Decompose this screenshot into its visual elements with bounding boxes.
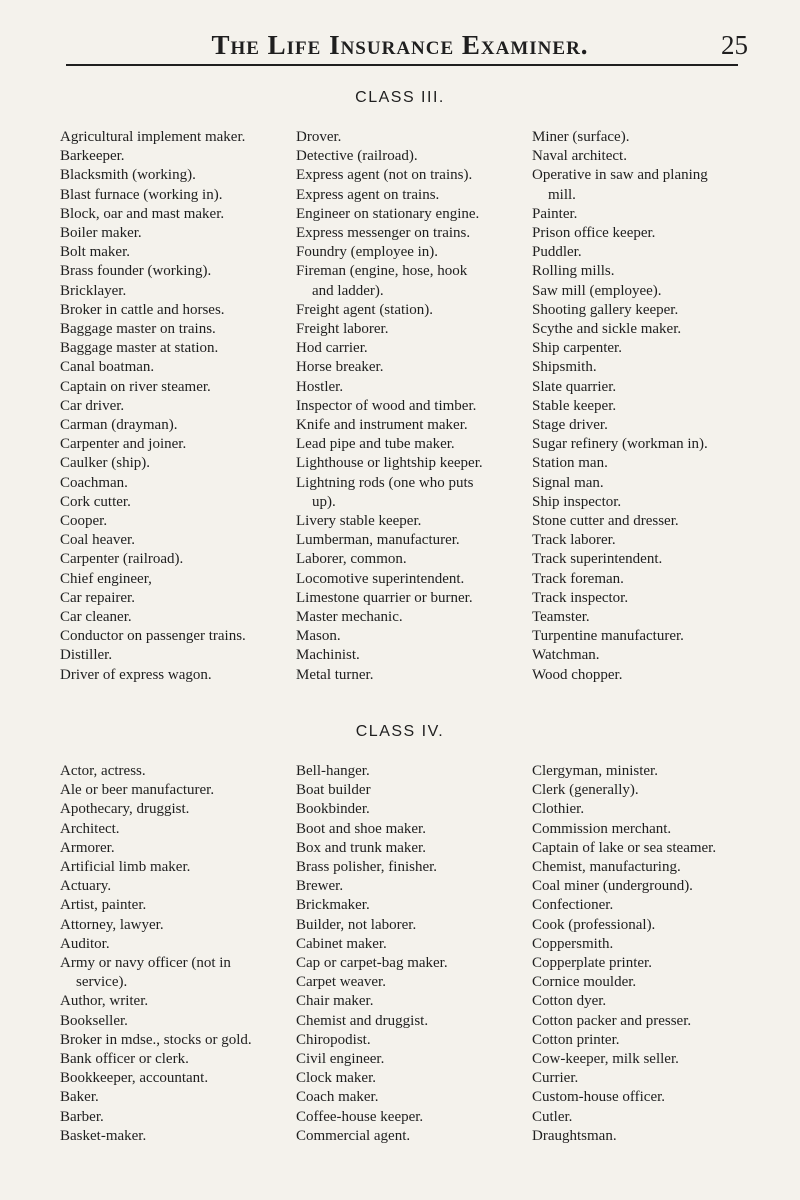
occupation-item: Teamster. (532, 609, 590, 626)
occupation-item: Chemist, manufacturing. (532, 859, 681, 876)
class-3-heading: CLASS III. (355, 89, 445, 106)
occupation-item: Fireman (engine, hose, hook (296, 263, 468, 280)
occupation-item: Agricultural implement maker. (60, 129, 246, 145)
occupation-item: Coppersmith. (532, 935, 614, 952)
occupation-item: Lumberman, manufacturer. (296, 532, 460, 549)
occupation-item: Scythe and sickle maker. (532, 321, 682, 338)
occupation-item: Locomotive superintendent. (296, 570, 465, 587)
occupation-item: Cooper. (60, 513, 108, 530)
occupation-item: Barber. (60, 1108, 104, 1125)
occupation-item: Civil engineer. (296, 1051, 385, 1068)
occupation-item: Coachman. (60, 474, 128, 491)
occupation-item: Apothecary, druggist. (60, 801, 190, 818)
occupation-item: Cap or carpet-bag maker. (296, 955, 448, 972)
occupation-item: Bookkeeper, accountant. (60, 1070, 209, 1087)
occupation-item: Freight agent (station). (296, 301, 434, 318)
class-3-column-1 (60, 128, 290, 685)
occupation-item: Bookseller. (60, 1012, 128, 1029)
occupation-item: Cook (professional). (532, 916, 656, 933)
occupation-item: Track superintendent. (532, 551, 663, 568)
occupation-item: Captain of lake or sea steamer. (532, 839, 717, 856)
occupation-item: Stable keeper. (532, 397, 617, 414)
occupation-item: Saw mill (employee). (532, 282, 662, 299)
occupation-item: Builder, not laborer. (296, 916, 417, 933)
occupation-item: Track inspector. (532, 589, 629, 606)
occupation-item: Freight laborer. (296, 321, 389, 338)
occupation-item: Coach maker. (296, 1089, 379, 1106)
occupation-item: Distiller. (60, 647, 113, 664)
occupation-item: Currier. (532, 1070, 579, 1087)
occupation-item: Lighthouse or lightship keeper. (296, 455, 483, 472)
occupation-item: Knife and instrument maker. (296, 417, 468, 434)
occupation-item: service). (76, 974, 128, 991)
occupation-item: Bell-hanger. (296, 763, 370, 779)
occupation-item: Armorer. (60, 839, 115, 856)
occupation-item: Brass polisher, finisher. (296, 859, 438, 876)
occupation-item: Artificial limb maker. (60, 859, 191, 876)
occupation-item: Horse breaker. (296, 359, 384, 376)
occupation-item: Baker. (60, 1089, 99, 1106)
occupation-item: Watchman. (532, 647, 600, 664)
occupation-item: Auditor. (60, 935, 110, 952)
occupation-item: Brickmaker. (296, 897, 370, 914)
occupation-item: Drover. (296, 129, 342, 145)
occupation-item: Cotton packer and presser. (532, 1012, 692, 1029)
occupation-item: Captain on river steamer. (60, 378, 211, 395)
occupation-item: Canal boatman. (60, 359, 155, 376)
occupation-item: Engineer on stationary engine. (296, 205, 480, 222)
occupation-item: Army or navy officer (not in (60, 955, 231, 972)
occupation-item: Track laborer. (532, 532, 616, 549)
occupation-item: Stone cutter and dresser. (532, 513, 679, 530)
occupation-item: Stage driver. (532, 417, 608, 434)
occupation-item: Shipsmith. (532, 359, 597, 376)
occupation-item: Broker in cattle and horses. (60, 301, 225, 318)
page-header (0, 28, 800, 68)
occupation-item: Boot and shoe maker. (296, 820, 426, 837)
occupation-item: Brewer. (296, 878, 344, 895)
occupation-item: Box and trunk maker. (296, 839, 426, 856)
occupation-item: Architect. (60, 820, 120, 837)
occupation-item: Rolling mills. (532, 263, 615, 280)
occupation-item: Chemist and druggist. (296, 1012, 429, 1029)
occupation-item: and ladder). (312, 282, 384, 299)
occupation-item: Laborer, common. (296, 551, 407, 568)
occupation-item: Foundry (employee in). (296, 244, 439, 261)
occupation-item: Bookbinder. (296, 801, 370, 818)
occupation-item: Clerk (generally). (532, 782, 639, 799)
occupation-item: Artist, painter. (60, 897, 147, 914)
occupation-item: Author, writer. (60, 993, 149, 1010)
occupation-item: Carpenter and joiner. (60, 436, 187, 453)
occupation-item: Commercial agent. (296, 1127, 411, 1144)
occupation-item: Detective (railroad). (296, 148, 418, 165)
occupation-item: Bolt maker. (60, 244, 130, 261)
occupation-item: Cork cutter. (60, 493, 131, 510)
occupation-item: Carpenter (railroad). (60, 551, 184, 568)
occupation-item: Miner (surface). (532, 129, 630, 145)
occupation-item: Carman (drayman). (60, 417, 178, 434)
occupation-item: Shooting gallery keeper. (532, 301, 679, 318)
occupation-item: Prison office keeper. (532, 225, 656, 242)
occupation-item: Sugar refinery (workman in). (532, 436, 708, 453)
occupation-item: Coal heaver. (60, 532, 135, 549)
occupation-item: Broker in mdse., stocks or gold. (60, 1031, 252, 1048)
occupation-item: Track foreman. (532, 570, 624, 587)
occupation-item: Hod carrier. (296, 340, 368, 357)
occupation-item: Express messenger on trains. (296, 225, 471, 242)
occupation-item: Blacksmith (working). (60, 167, 196, 184)
occupation-item: Baggage master on trains. (60, 321, 216, 338)
occupation-item: Draughtsman. (532, 1127, 617, 1144)
occupation-item: Bricklayer. (60, 282, 127, 299)
occupation-item: Cornice moulder. (532, 974, 637, 991)
page-number: 25 (721, 30, 748, 60)
occupation-item: Cutler. (532, 1108, 573, 1125)
occupation-item: Ale or beer manufacturer. (60, 782, 215, 799)
occupation-item: Cabinet maker. (296, 935, 387, 952)
class-4-heading: CLASS IV. (355, 723, 445, 740)
occupation-item: Barkeeper. (60, 148, 125, 165)
occupation-item: Clothier. (532, 801, 585, 818)
occupation-item: Copperplate printer. (532, 955, 652, 972)
occupation-item: Signal man. (532, 474, 604, 491)
occupation-item: Boat builder (296, 782, 371, 799)
occupation-item: Ship inspector. (532, 493, 622, 510)
occupation-item: Clock maker. (296, 1070, 376, 1087)
occupation-item: Chair maker. (296, 993, 374, 1010)
occupation-item: Attorney, lawyer. (60, 916, 164, 933)
occupation-item: Custom-house officer. (532, 1089, 666, 1106)
occupation-item: Wood chopper. (532, 666, 623, 683)
occupation-item: Coffee-house keeper. (296, 1108, 424, 1125)
occupation-item: Block, oar and mast maker. (60, 205, 225, 222)
occupation-item: Chiropodist. (296, 1031, 371, 1048)
occupation-item: Brass founder (working). (60, 263, 212, 280)
occupation-item: Mason. (296, 628, 341, 645)
occupation-item: Commission merchant. (532, 820, 672, 837)
occupation-item: Express agent on trains. (296, 186, 440, 203)
occupation-item: Lightning rods (one who puts (296, 474, 474, 491)
occupation-item: Confectioner. (532, 897, 614, 914)
occupation-item: up). (312, 493, 336, 510)
occupation-item: Puddler. (532, 244, 582, 261)
occupation-item: Actuary. (60, 878, 112, 895)
occupation-item: Master mechanic. (296, 609, 403, 626)
occupation-item: Cotton dyer. (532, 993, 607, 1010)
occupation-item: Car cleaner. (60, 609, 132, 626)
occupation-item: Cotton printer. (532, 1031, 620, 1048)
occupation-item: Baggage master at station. (60, 340, 219, 357)
occupation-item: Station man. (532, 455, 608, 472)
occupation-item: Metal turner. (296, 666, 374, 683)
occupation-item: Clergyman, minister. (532, 763, 658, 779)
occupation-item: Turpentine manufacturer. (532, 628, 684, 645)
occupation-item: Limestone quarrier or burner. (296, 589, 473, 606)
occupation-item: Chief engineer, (60, 570, 152, 587)
occupation-item: Operative in saw and planing (532, 167, 708, 184)
occupation-item: Boiler maker. (60, 225, 142, 242)
class-4-column-2 (296, 762, 511, 1146)
occupation-item: Ship carpenter. (532, 340, 622, 357)
occupation-item: Blast furnace (working in). (60, 186, 223, 203)
occupation-item: Bank officer or clerk. (60, 1051, 189, 1068)
occupation-item: Painter. (532, 205, 578, 222)
class-3-column-3 (532, 128, 772, 685)
class-3-column-2 (296, 128, 511, 685)
occupation-item: Conductor on passenger trains. (60, 628, 246, 645)
occupation-item: Cow-keeper, milk seller. (532, 1051, 679, 1068)
occupation-item: Actor, actress. (60, 763, 146, 779)
occupation-item: Car driver. (60, 397, 125, 414)
occupation-item: Driver of express wagon. (60, 666, 212, 683)
occupation-item: Naval architect. (532, 148, 627, 165)
occupation-item: Machinist. (296, 647, 360, 664)
occupation-item: Hostler. (296, 378, 344, 395)
class-4-column-1 (60, 762, 290, 1146)
running-head: The Life Insurance Examiner. (211, 30, 589, 60)
occupation-item: Livery stable keeper. (296, 513, 422, 530)
occupation-item: Slate quarrier. (532, 378, 617, 395)
occupation-item: Basket-maker. (60, 1127, 147, 1144)
occupation-item: mill. (548, 186, 576, 203)
occupation-item: Carpet weaver. (296, 974, 386, 991)
header-rule (66, 64, 738, 66)
occupation-item: Coal miner (underground). (532, 878, 693, 895)
occupation-item: Lead pipe and tube maker. (296, 436, 455, 453)
occupation-item: Inspector of wood and timber. (296, 397, 477, 414)
class-4-column-3 (532, 762, 772, 1146)
occupation-item: Express agent (not on trains). (296, 167, 473, 184)
occupation-item: Caulker (ship). (60, 455, 150, 472)
occupation-item: Car repairer. (60, 589, 135, 606)
